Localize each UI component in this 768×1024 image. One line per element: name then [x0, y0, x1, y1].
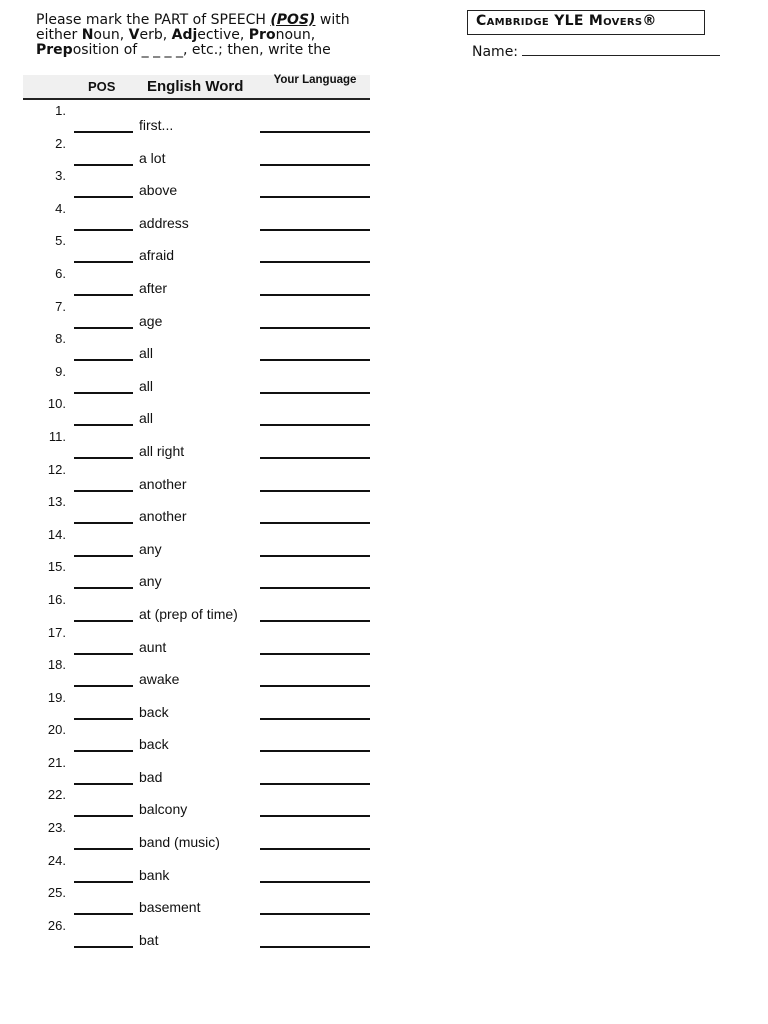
translation-blank[interactable]: [260, 587, 370, 589]
instruction-bold: Pro: [248, 27, 276, 43]
translation-blank[interactable]: [260, 261, 370, 263]
word-list: [0, 103, 380, 950]
row-number: 12.: [47, 461, 66, 477]
word-row: [0, 885, 380, 918]
english-word: any: [139, 540, 162, 557]
translation-blank[interactable]: [260, 848, 370, 850]
english-word: all: [139, 410, 154, 427]
instruction-text: osition of _ _ _ _, etc.; then, write the: [72, 42, 331, 58]
row-number: 2.: [55, 135, 66, 151]
translation-blank[interactable]: [260, 881, 370, 883]
row-number: 4.: [55, 200, 66, 216]
header-english-word: English Word: [147, 78, 244, 95]
english-word: after: [139, 279, 168, 296]
translation-blank[interactable]: [260, 815, 370, 817]
pos-answer-blank[interactable]: [74, 783, 133, 785]
word-row: [0, 657, 380, 690]
row-number: 13.: [47, 494, 66, 510]
english-word: at (prep of time): [139, 605, 238, 622]
pos-tag: (POS): [270, 12, 316, 28]
translation-blank[interactable]: [260, 392, 370, 394]
english-word: basement: [139, 899, 201, 916]
english-word: back: [139, 703, 169, 720]
brand-box: Cambridge YLE Movers®: [467, 10, 705, 35]
row-number: 8.: [55, 331, 66, 347]
english-word: afraid: [139, 247, 175, 264]
table-header: [23, 75, 370, 100]
row-number: 14.: [47, 526, 66, 542]
row-number: 18.: [47, 657, 66, 673]
pos-answer-blank[interactable]: [74, 196, 133, 198]
english-word: another: [139, 508, 187, 525]
row-number: 22.: [47, 787, 66, 803]
word-row: [0, 233, 380, 266]
english-word: age: [139, 312, 163, 329]
word-row: [0, 787, 380, 820]
row-number: 3.: [55, 168, 66, 184]
word-row: [0, 527, 380, 560]
pos-answer-blank[interactable]: [74, 946, 133, 948]
row-number: 5.: [55, 233, 66, 249]
english-word: balcony: [139, 801, 188, 818]
row-number: 24.: [47, 852, 66, 868]
row-number: 19.: [47, 689, 66, 705]
instructions-line-1: [36, 13, 376, 28]
english-word: all right: [139, 442, 185, 459]
pos-answer-blank[interactable]: [74, 685, 133, 687]
english-word: a lot: [139, 149, 166, 166]
english-word: address: [139, 214, 189, 231]
translation-blank[interactable]: [260, 457, 370, 459]
instruction-text: erb,: [139, 27, 172, 43]
row-number: 16.: [47, 591, 66, 607]
instructions-line-3: [36, 43, 376, 58]
word-row: [0, 266, 380, 299]
row-number: 11.: [48, 428, 66, 444]
instruction-text: with: [315, 12, 350, 28]
english-word: any: [139, 573, 162, 590]
row-number: 26.: [47, 917, 66, 933]
translation-blank[interactable]: [260, 913, 370, 915]
instruction-text: either: [36, 27, 82, 43]
word-row: [0, 722, 380, 755]
english-word: awake: [139, 671, 180, 688]
english-word: all: [139, 377, 154, 394]
translation-blank[interactable]: [260, 783, 370, 785]
english-word: bad: [139, 768, 163, 785]
pos-answer-blank[interactable]: [74, 164, 133, 166]
english-word: all: [139, 345, 154, 362]
pos-answer-blank[interactable]: [74, 522, 133, 524]
pos-answer-blank[interactable]: [74, 327, 133, 329]
pos-answer-blank[interactable]: [74, 359, 133, 361]
word-row: [0, 755, 380, 788]
translation-blank[interactable]: [260, 750, 370, 752]
header-pos: POS: [88, 79, 116, 94]
translation-blank[interactable]: [260, 359, 370, 361]
row-number: 23.: [47, 820, 66, 836]
instructions: [36, 13, 376, 58]
pos-answer-blank[interactable]: [74, 229, 133, 231]
translation-blank[interactable]: [260, 424, 370, 426]
translation-blank[interactable]: [260, 196, 370, 198]
english-word: bank: [139, 866, 170, 883]
pos-answer-blank[interactable]: [74, 392, 133, 394]
word-row: [0, 201, 380, 234]
word-row: [0, 299, 380, 332]
pos-answer-blank[interactable]: [74, 457, 133, 459]
name-field[interactable]: [472, 43, 720, 60]
translation-blank[interactable]: [260, 653, 370, 655]
word-row: [0, 853, 380, 886]
translation-blank[interactable]: [260, 164, 370, 166]
row-number: 1.: [55, 103, 66, 118]
word-row: [0, 690, 380, 723]
translation-blank[interactable]: [260, 522, 370, 524]
pos-answer-blank[interactable]: [74, 424, 133, 426]
instruction-text: ective,: [197, 27, 249, 43]
word-row: [0, 103, 380, 136]
english-word: another: [139, 475, 187, 492]
instruction-bold: Adj: [171, 27, 198, 43]
word-row: [0, 396, 380, 429]
word-row: [0, 625, 380, 658]
row-number: 10.: [47, 396, 66, 412]
pos-answer-blank[interactable]: [74, 653, 133, 655]
instruction-bold: N: [81, 27, 94, 43]
pos-answer-blank[interactable]: [74, 815, 133, 817]
translation-blank[interactable]: [260, 620, 370, 622]
instructions-line-2: [36, 28, 376, 43]
pos-answer-blank[interactable]: [74, 294, 133, 296]
word-row: [0, 364, 380, 397]
english-word: back: [139, 736, 169, 753]
word-row: [0, 168, 380, 201]
translation-blank[interactable]: [260, 685, 370, 687]
word-row: [0, 592, 380, 625]
translation-blank[interactable]: [260, 718, 370, 720]
pos-answer-blank[interactable]: [74, 555, 133, 557]
pos-answer-blank[interactable]: [74, 848, 133, 850]
row-number: 6.: [55, 265, 66, 281]
instruction-bold: Prep: [36, 42, 73, 58]
pos-answer-blank[interactable]: [74, 913, 133, 915]
row-number: 17.: [47, 624, 66, 640]
pos-answer-blank[interactable]: [74, 620, 133, 622]
pos-answer-blank[interactable]: [74, 131, 133, 133]
row-number: 20.: [47, 722, 66, 738]
header-your-language: Your Language: [273, 74, 357, 86]
instruction-text: oun,: [93, 27, 129, 43]
name-blank[interactable]: [522, 43, 720, 56]
word-row: [0, 462, 380, 495]
translation-blank[interactable]: [260, 294, 370, 296]
word-row: [0, 494, 380, 527]
pos-answer-blank[interactable]: [74, 587, 133, 589]
instruction-text: noun,: [275, 27, 316, 43]
pos-answer-blank[interactable]: [74, 490, 133, 492]
row-number: 15.: [47, 559, 66, 575]
translation-blank[interactable]: [260, 327, 370, 329]
row-number: 25.: [47, 885, 66, 901]
instruction-text: Please mark the PART of SPEECH: [36, 12, 271, 28]
pos-answer-blank[interactable]: [74, 750, 133, 752]
instruction-bold: V: [128, 27, 140, 43]
translation-blank[interactable]: [260, 490, 370, 492]
word-row: [0, 331, 380, 364]
word-row: [0, 918, 380, 951]
pos-answer-blank[interactable]: [74, 718, 133, 720]
translation-blank[interactable]: [260, 946, 370, 948]
english-word: aunt: [139, 638, 167, 655]
pos-answer-blank[interactable]: [74, 881, 133, 883]
word-row: [0, 429, 380, 462]
word-row: [0, 559, 380, 592]
english-word: bat: [139, 931, 159, 948]
word-row: [0, 136, 380, 169]
row-number: 7.: [55, 298, 66, 314]
row-number: 21.: [47, 754, 66, 770]
english-word: first...: [139, 117, 174, 133]
word-row: [0, 820, 380, 853]
row-number: 9.: [55, 363, 66, 379]
translation-blank[interactable]: [260, 131, 370, 133]
translation-blank[interactable]: [260, 229, 370, 231]
english-word: above: [139, 182, 178, 199]
pos-answer-blank[interactable]: [74, 261, 133, 263]
name-label: Name:: [472, 44, 519, 60]
translation-blank[interactable]: [260, 555, 370, 557]
english-word: band (music): [139, 834, 220, 851]
